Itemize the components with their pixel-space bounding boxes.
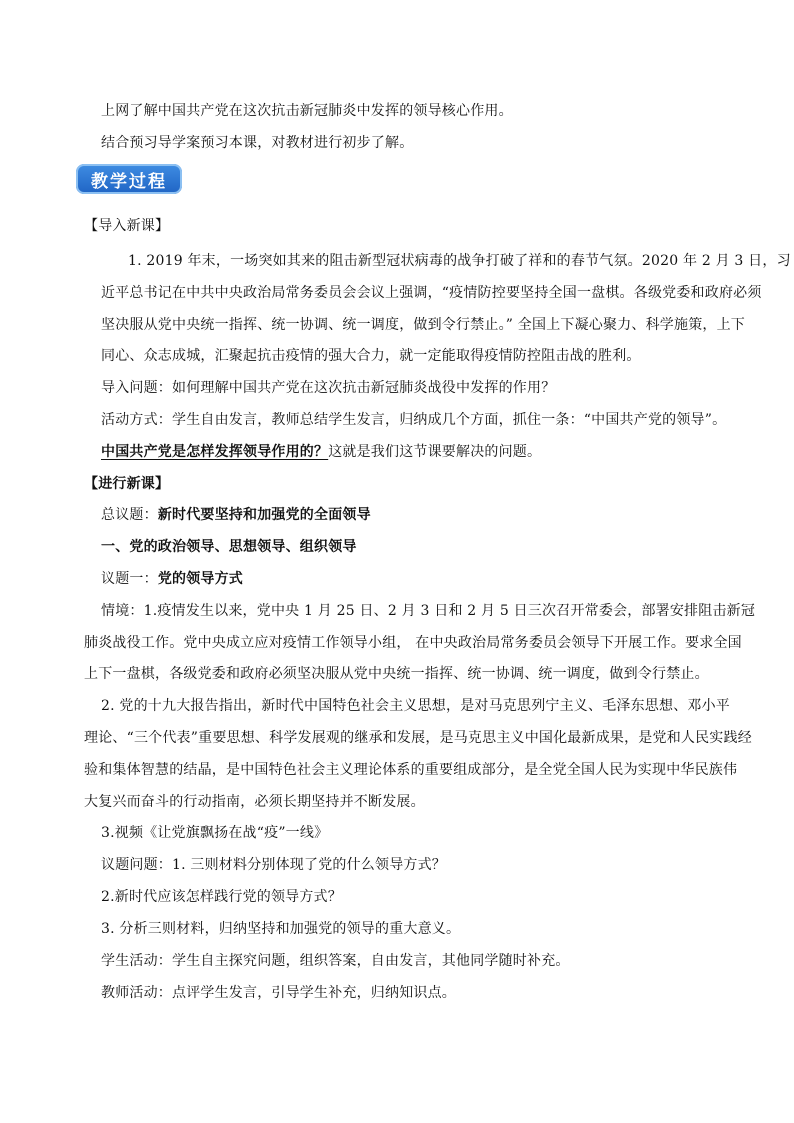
main-topic-text: 新时代要坚持和加强党的全面领导 xyxy=(157,507,371,523)
point-two-line: 验和集体智慧的结晶，是中国特色社会主义理论体系的重要组成部分，是全党全国人民为实现中华民族伟 xyxy=(84,762,738,778)
section-heading-intro: 【导入新课】 xyxy=(84,218,170,234)
subheading: 一、党的政治领导、思想领导、组织领导 xyxy=(101,539,357,555)
issue-one-label: 议题一： xyxy=(101,571,158,587)
issue-one xyxy=(101,569,243,589)
situation-line: 肺炎战役工作。党中央成立应对疫情工作领导小组， 在中央政治局常务委员会领导下开展工作。要求全国 xyxy=(84,635,742,651)
intro-line-1: 上网了解中国共产党在这次抗击新冠肺炎中发挥的领导核心作用。 xyxy=(101,103,513,119)
teacher-activity: 教师活动：点评学生发言，引导学生补充，归纳知识点。 xyxy=(101,985,456,1001)
main-topic-label: 总议题： xyxy=(101,507,158,523)
point-two-line: 大复兴而奋斗的行动指南，必须长期坚持并不断发展。 xyxy=(84,794,425,810)
paragraph-line: 1. 2019 年末，一场突如其来的阻击新型冠状病毒的战争打破了祥和的春节气氛。2020 年 2 月 3 日，习 xyxy=(128,253,791,269)
paragraph-line: 同心、众志成城，汇聚起抗击疫情的强大合力，就一定能取得疫情防控阻击战的胜利。 xyxy=(101,348,641,364)
teaching-process-badge xyxy=(76,164,182,194)
intro-question: 导入问题：如何理解中国共产党在这次抗击新冠肺炎战役中发挥的作用？ xyxy=(101,380,556,396)
intro-line-2: 结合预习导学案预习本课，对教材进行初步了解。 xyxy=(101,135,414,151)
issue-question: 2.新时代应该怎样践行党的领导方式？ xyxy=(101,889,342,905)
situation-line: 上下一盘棋，各级党委和政府必须坚决服从党中央统一指挥、统一协调、统一调度，做到令行禁止。 xyxy=(84,666,709,682)
student-activity: 学生活动：学生自主探究问题，组织答案，自由发言，其他同学随时补充。 xyxy=(101,953,570,969)
point-two-line: 2. 党的十九大报告指出，新时代中国特色社会主义思想，是对马克思列宁主义、毛泽东思想、邓小平 xyxy=(101,698,731,714)
paragraph-line: 近平总书记在中共中央政治局常务委员会会议上强调，“疫情防控要坚持全国一盘棋。各级党委和政府必须 xyxy=(101,285,762,301)
badge-label: 教学过程 xyxy=(91,171,167,192)
activity-method: 活动方式：学生自由发言，教师总结学生发言，归纳成几个方面，抓住一条：“中国共产党的领导”。 xyxy=(101,412,727,428)
point-two-line: 理论、“三个代表”重要思想、科学发展观的继承和发展，是马克思主义中国化最新成果，是党和人民实践经 xyxy=(84,730,752,746)
key-question xyxy=(101,442,541,462)
issue-question: 3. 分析三则材料，归纳坚持和加强党的领导的重大意义。 xyxy=(101,921,461,937)
key-question-rest: 这就是我们这节课要解决的问题。 xyxy=(328,444,542,460)
section-heading-new: 【进行新课】 xyxy=(84,476,170,492)
situation-line: 情境：1.疫情发生以来，党中央 1 月 25 日、2 月 3 日和 2 月 5 日三次召开常委会，部署安排阻击新冠 xyxy=(101,603,756,619)
key-question-bold: 中国共产党是怎样发挥领导作用的？ xyxy=(101,444,329,460)
main-topic xyxy=(101,505,371,525)
video-item: 3.视频《让党旗飘扬在战“疫”一线》 xyxy=(101,825,329,841)
paragraph-line: 坚决服从党中央统一指挥、统一协调、统一调度，做到令行禁止。” 全国上下凝心聚力、科学施策，上下 xyxy=(101,317,746,333)
issue-question: 议题问题：1. 三则材料分别体现了党的什么领导方式？ xyxy=(101,857,447,873)
issue-one-text: 党的领导方式 xyxy=(157,571,244,587)
